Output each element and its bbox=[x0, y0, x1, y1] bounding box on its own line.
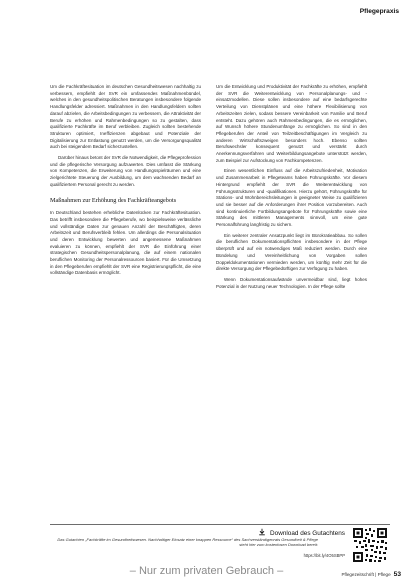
left-paragraph-1: Um die Fachkräftesituation im deutschen Gesundheitswesen nachhaltig zu verbessern, empfiehlt der SVR ein umfassendes Maßnahmenbündel, welches in den gesundheitspolitischen Beratungen insbesondere folgende Handlungsfelder adressiert. Maßnahmen in den Handlungsfeldern sollten darauf abzielen, die Arbeitsbedingungen zu verbessern, die Attraktivität der Berufe zu erhöhen und Rahmenbedingungen so zu gestalten, dass qualifizierte Fachkräfte im Beruf verbleiben. Zugleich sollten bestehende Strukturen optimiert, Ineffizienzen abgebaut und Potenziale der Digitalisierung zur Entlastung genutzt werden, um die Versorgungsqualität auch bei steigendem Bedarf sicherzustellen. bbox=[50, 84, 201, 150]
page-number: 53 bbox=[393, 571, 401, 578]
watermark: – Nur zum privaten Gebrauch – bbox=[129, 565, 284, 577]
download-label: Download des Gutachtens bbox=[270, 529, 345, 537]
left-paragraph-3: In Deutschland bestehen erhebliche Datenlücken zur Fachkräftesituation. Das betrifft insbesondere die Pflegeberufe, wo beispielsweise verlässliche und vollständige Daten zur genauen Anzahl der Beschäftigten, deren Arbeitszeit und Berufsverbleib fehlen. Um allerdings die Personalsituation und deren Entwicklung bewerten und angemessene Maßnahmen evaluieren zu können, empfiehlt der SVR die Einführung einer strategischen Gesundheitspersonalplanung, die auf einem nationalen beruflichen Monitoring der Personalressourcen basiert. Für die Umsetzung in den Pflegeberufen empfiehlt der SVR eine Registrierungspflicht, die eine vollständige Datenbasis ermöglicht. bbox=[50, 210, 201, 276]
left-paragraph-2: Darüber hinaus betont der SVR die Notwendigkeit, die Pflegeprofession und die pflegerische Versorgung aufzuwerten. Dies umfasst die Stärkung von Kompetenzen, die Erweiterung von Handlungsspielräumen und eine zielgerichtete Steuerung der Ausbildung, um dem wachsenden Bedarf an qualifiziertem Personal gerecht zu werden. bbox=[50, 155, 201, 187]
right-paragraph-2: Einen wesentlichen Einfluss auf die Arbeitszufriedenheit, Motivation und Zusammenarbeit in Pflegeteams haben Führungskräfte. Vor diesem Hintergrund empfiehlt der SVR die Weiterentwicklung von Führungsstrukturen und -qualifikationen. Hierzu gehört, Führungskräfte für Stations- und Wohnbereichsleitungen in geeigneter Weise zu qualifizieren und sie besser auf die Anforderungen ihrer Position vorzubereiten. Auch sind kontinuierliche Fortbildungsangebote für Führungskräfte sowie eine Stärkung des mittleren Managements sinnvoll, um eine gute Personalführung langfristig zu sichern. bbox=[216, 168, 367, 228]
right-paragraph-4: Wenn Dokumentationsaufwände unvermeidbar sind, liegt hohes Potenzial in der Nutzung neuer Technologien. In der Pflege sollte bbox=[216, 276, 367, 289]
right-column bbox=[216, 84, 367, 294]
right-paragraph-3: Ein weiterer zentraler Ansatzpunkt liegt im Bürokratieabbau. So sollen die beruflichen Dokumentationspflichten insbesondere in der Pflege überprüft und auf ein notwendiges Maß reduziert werden. Durch eine Bündelung und Vereinheitlichung von Vorgaben sollen Doppeldokumentationen vermieden werden, um künftig mehr Zeit für die direkte Versorgung der Pflegebedürftigen zur Verfügung zu haben. bbox=[216, 232, 367, 272]
section-tag: Pflegepraxis bbox=[359, 8, 399, 15]
footer-divider bbox=[50, 524, 390, 525]
journal-name: Pflegezeitschrift | Pflege bbox=[341, 572, 391, 577]
qr-code[interactable] bbox=[352, 527, 388, 563]
download-url[interactable]: https://bit.ly/4O5SBPP bbox=[303, 553, 345, 558]
right-paragraph-1: Um die Entwicklung und Produktivität der Fachkräfte zu erhöhen, empfiehlt der SVR die Weiterentwicklung von Personalplanungs- und -einsatzmodellen. Diese sollen insbesondere auf eine bedarfsgerechte Verteilung von Dienstplänen und eine höhere Flexibilisierung von Arbeitszeiten zielen, sodass bessere Vereinbarkeit von Familie und Beruf entsteht. Dazu gehören auch Rahmenbedingungen, die es ermöglichen, auf Wunsch höhere Stundenumfänge zu ermöglichen. So sind in den Pflegeberufen der Anteil von Teilzeitbeschäftigungen im Vergleich zu anderen Wirtschaftszweigen besonders hoch. Ebenso sollten Berufswechsler konsequent genutzt und verstärkt durch Anerkennungsverfahren und Weiterbildungsangebote unterstützt werden, zum Beispiel zur Aufstockung von Fachkompetenzen. bbox=[216, 84, 367, 163]
download-description: Das Gutachten „Fachkräfte im Gesundheitswesen. Nachhaltiger Einsatz einer knappen Ressource“ des Sachverständigenrats Gesundheit & Pflege steht hier zum kostenlosen Download bereit: bbox=[57, 537, 318, 548]
section-heading: Maßnahmen zur Erhöhung des Fachkräfteangebots bbox=[50, 196, 177, 204]
left-column bbox=[50, 84, 201, 281]
page-footer bbox=[341, 571, 401, 578]
